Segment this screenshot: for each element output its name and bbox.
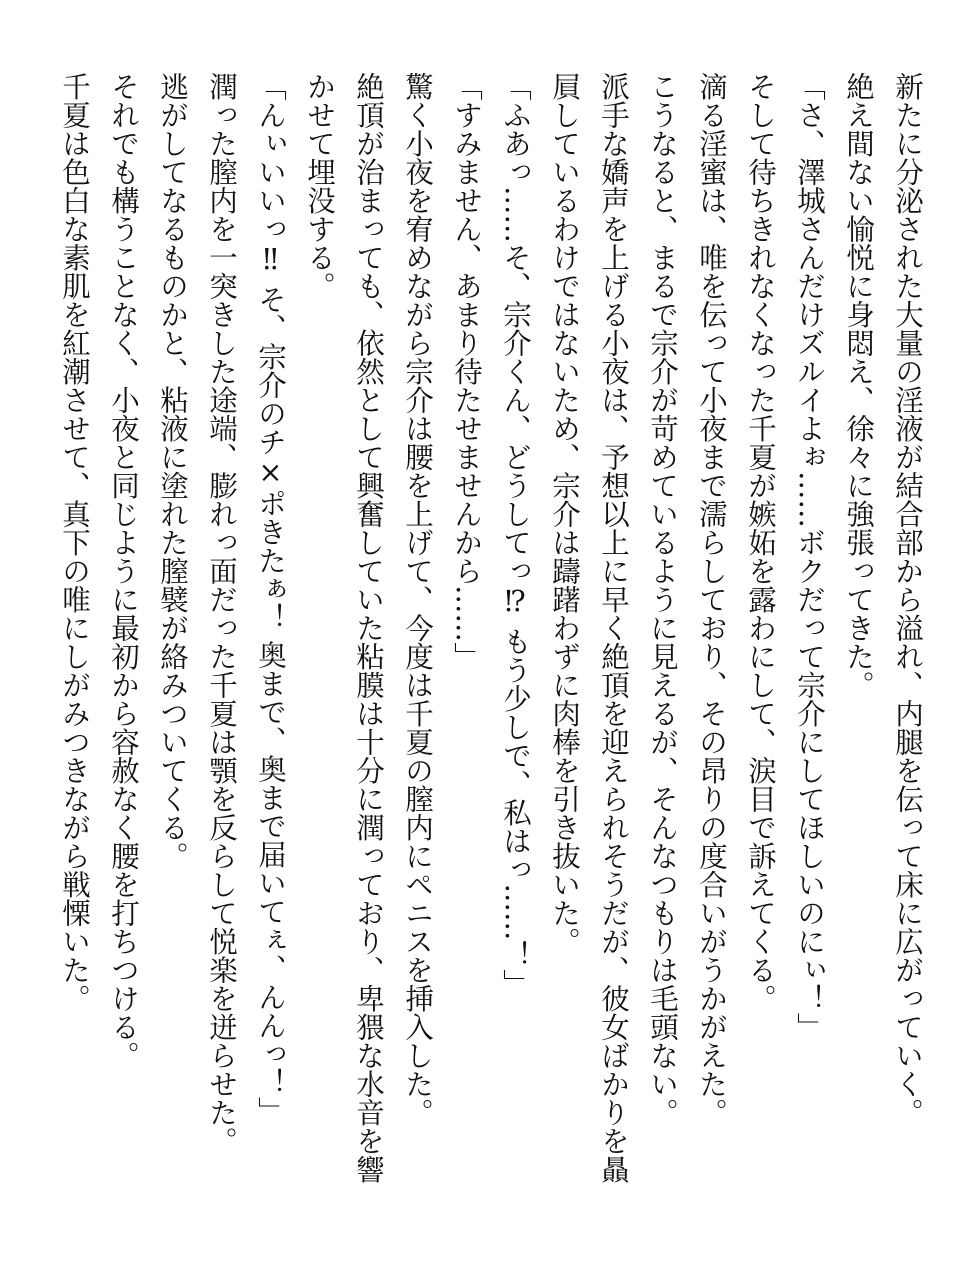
text-line: 新たに分泌された大量の淫液が結合部から溢れ、内腿を伝って床に広がっていく。 bbox=[891, 72, 924, 1127]
text-line: 「すみません、あまり待たせませんから……」 bbox=[450, 72, 483, 671]
text-line: 滴る淫蜜は、唯を伝って小夜まで濡らしており、その昂りの度合いがうかがえた。 bbox=[695, 72, 728, 1127]
text-line: 「んぃいいっ‼ そ、宗介のチ×ポきたぁ！ 奥まで、奥まで届いてぇ、んんっ！」 bbox=[254, 72, 287, 1126]
text-line: 「さ、澤城さんだけズルイよぉ……ボクだって宗介にしてほしいのにぃ！」 bbox=[793, 72, 826, 1041]
text-line: 絶え間ない愉悦に身悶え、徐々に強張ってきた。 bbox=[842, 72, 875, 699]
text-line: 驚く小夜を宥めながら宗介は腰を上げて、今度は千夏の膣内にペニスを挿入した。 bbox=[401, 72, 434, 1127]
vertical-text-block bbox=[50, 72, 932, 1222]
text-line: 絶頂が治まっても、依然として興奮していた粘膜は十分に潤っており、卑猥な水音を響 bbox=[352, 72, 385, 1184]
text-line: 屓しているわけではないため、宗介は躊躇わずに肉棒を引き抜いた。 bbox=[548, 72, 581, 956]
text-line: こうなると、まるで宗介が苛めているように見えるが、そんなつもりは毛頭ない。 bbox=[646, 72, 679, 1127]
text-line: かせて埋没する。 bbox=[303, 72, 336, 300]
text-line: そして待ちきれなくなった千夏が嫉妬を露わにして、涙目で訴えてくる。 bbox=[744, 72, 777, 1013]
text-line: 逃がしてなるものかと、粘液に塗れた膣襞が絡みついてくる。 bbox=[156, 72, 189, 870]
text-line: 千夏は色白な素肌を紅潮させて、真下の唯にしがみつきながら戦慄いた。 bbox=[58, 72, 91, 1013]
text-line: 「ふあっ……そ、宗介くん、どうしてっ⁉ もう少しで、私はっ……！」 bbox=[499, 72, 532, 998]
text-line: それでも構うことなく、小夜と同じように最初から容赦なく腰を打ちつける。 bbox=[107, 72, 140, 1070]
text-line: 潤った膣内を一突きした途端、膨れっ面だった千夏は顎を反らして悦楽を迸らせた。 bbox=[205, 72, 238, 1155]
text-line: 派手な嬌声を上げる小夜は、予想以上に早く絶頂を迎えられそうだが、彼女ばかりを贔 bbox=[597, 72, 630, 1184]
